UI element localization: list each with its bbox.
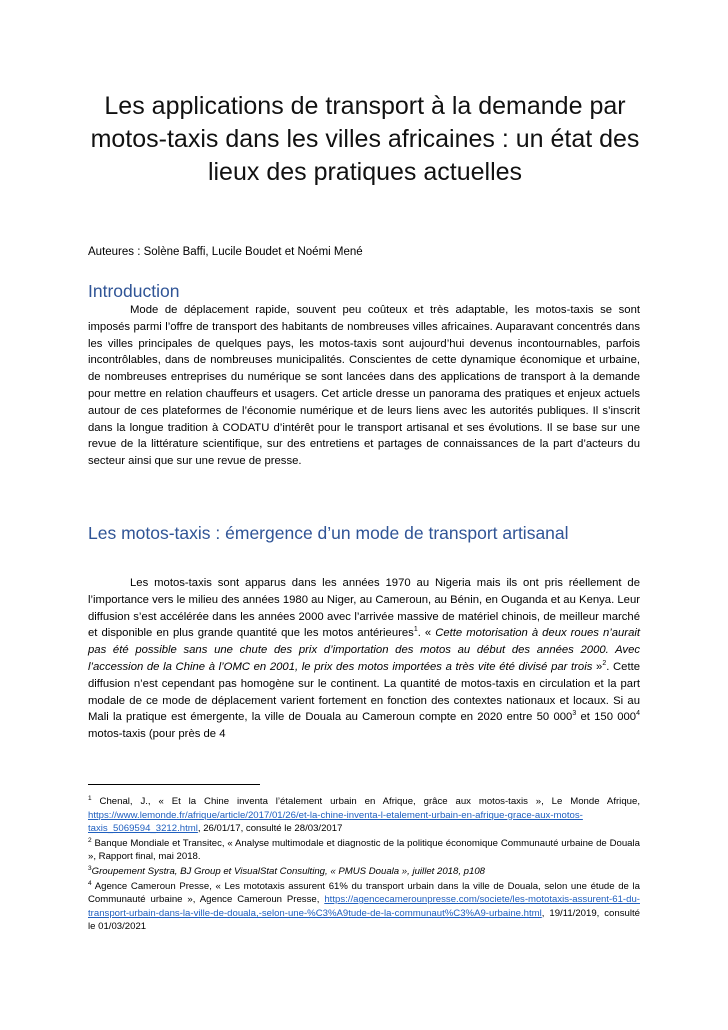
footnotes xyxy=(88,795,640,935)
footnote-text: , 26/01/17, consulté le 28/03/2017 xyxy=(197,823,343,835)
introduction-paragraph: Mode de déplacement rapide, souvent peu coûteux et très adaptable, les motos-taxis se sont imposés parmi l’offre de transport des habitants de nombreuses villes africaines. Auparavant concentrés dans les villes principales de quelques pays, les motos-taxis sont aujourd’hui devenus incontournables, parfois incontrôlables, dans de nombreuses municipalités. Conscientes de cette dynamique économique et urbaine, de nombreuses entreprises du numérique se sont lancées dans des applications de transport à la demande pour mettre en relation chauffeurs et usagers. Cet article dresse un panorama des pratiques et enjeux actuels autour de ces plateformes de l’économie numérique et de leurs liens avec les autorités publiques. Il s’inscrit dans la longue tradition à CODATU d’intérêt pour le transport artisanal et ses évolutions. Il se base sur une revue de la littérature scientifique, sur des entretiens et partages de connaissances de la part d’acteurs du secteur ainsi que sur une revue de presse. xyxy=(88,304,640,468)
introduction-heading: Introduction xyxy=(88,281,180,301)
footnote-2 xyxy=(88,837,640,864)
footnote-number: 3 xyxy=(88,864,92,872)
footnote-text: Chenal, J., « Et la Chine inventa l’étalement urbain en Afrique, grâce aux motos-taxis », Le Monde Afrique, xyxy=(91,796,640,807)
footnote-ref-3[interactable]: 3 xyxy=(572,710,577,718)
paragraph-text: et 150 000 xyxy=(576,711,637,724)
footnote-4 xyxy=(88,880,640,934)
footnote-1 xyxy=(88,795,640,836)
footnote-link[interactable]: https://agencecamerounpresse.com/societe/les-mototaxis-assurent-61-du-transport-urbain-dans-la-ville-de-douala,-selon-une-%C3%A9tude-de-la-communaut%C3%A9-urbaine.html xyxy=(88,894,640,919)
quotation-text: Cette motorisation à deux roues n’aurait pas été possible sans une chute des prix d’importation des motos au début des années 2000. Avec l’accession de la Chine à l’OMC en 2001, le prix des motos importées a très vite été divisé par trois xyxy=(88,627,640,673)
footnote-text: Banque Mondiale et Transitec, « Analyse multimodale et diagnostic de la politique économique Communauté urbaine de Douala », Rapport final, mai 2018. xyxy=(88,837,640,863)
motos-taxis-paragraph xyxy=(88,575,640,743)
footnote-ref-4[interactable]: 4 xyxy=(636,710,640,718)
paragraph-text: Les motos-taxis sont apparus dans les années 1970 au Nigeria mais ils ont pris réellement de l’importance vers le milieu des années 1980 au Niger, au Cameroun, au Bénin, en Ouganda et au Kenya. Leur diffusion s’est accélérée dans les années 2000 avec l’arrivée massive de matériel chinois, de meilleur marché et disponible en plus grande quantité que les motos antérieures xyxy=(88,577,640,640)
footnote-number: 4 xyxy=(88,879,92,887)
footnote-link[interactable]: https://www.lemonde.fr/afrique/article/2017/01/26/et-la-chine-inventa-l-etalement-urbain-en-afrique-grace-aux-motos-taxis_5069594_3212.html xyxy=(88,809,583,835)
page-title: Les applications de transport à la demande par motos-taxis dans les villes africaines : un état des lieux des pratiques actuelles xyxy=(90,92,640,186)
paragraph-text: . Cette diffusion n’est cependant pas homogène sur le continent. La quantité de motos-taxis en circulation et la part modale de ce mode de déplacement varient fortement en fonction des contextes nationaux et locaux. Si au Mali la pratique est émergente, la ville de Douala au Cameroun compte en 2020 entre 50 000 xyxy=(88,660,641,724)
footnote-ref-2[interactable]: 2 xyxy=(602,660,607,668)
footnote-text: Agence Cameroun Presse, « Les mototaxis assurent 61% du transport urbain dans la ville de Douala, selon une étude de la Communauté urbaine », Agence Cameroun Presse, xyxy=(88,880,640,906)
footnote-ref-1[interactable]: 1 xyxy=(413,626,418,634)
authors-line: Auteures : Solène Baffi, Lucile Boudet et Noémi Mené xyxy=(88,246,363,258)
footnote-number: 2 xyxy=(88,836,92,844)
footnote-3 xyxy=(88,865,640,879)
footnote-text: Groupement Systra, BJ Group et VisualStat Consulting, « PMUS Douala », juillet 2018, p108 xyxy=(91,865,486,877)
paragraph-text: motos-taxis (pour près de 4 xyxy=(88,728,226,741)
paragraph-text: . « xyxy=(417,627,432,640)
section-heading-motos-taxis: Les motos-taxis : émergence d’un mode de transport artisanal xyxy=(88,523,569,543)
paragraph-text: » xyxy=(592,660,603,673)
footnote-separator xyxy=(88,784,260,785)
footnote-text: , 19/11/2019, consulté le 01/03/2021 xyxy=(88,907,640,933)
footnote-number: 1 xyxy=(88,794,92,802)
